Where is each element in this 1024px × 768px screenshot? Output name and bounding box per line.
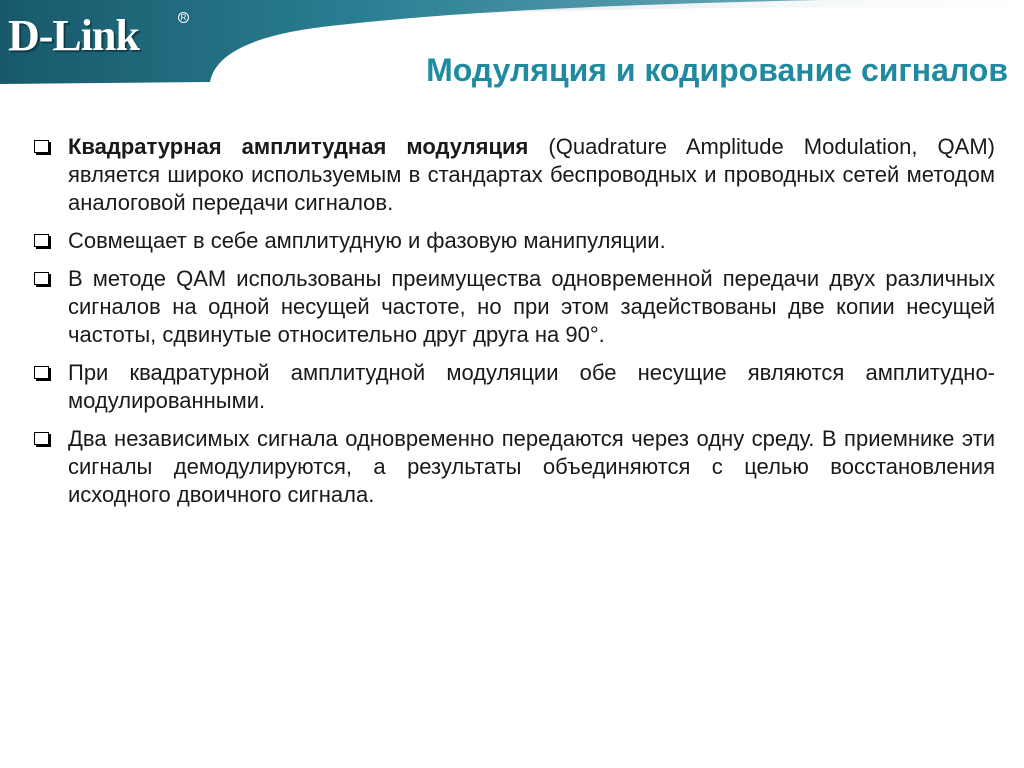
slide-title: Модуляция и кодирование сигналов <box>426 52 1008 88</box>
bullet-text: Совмещает в себе амплитудную и фазовую манипуляции. <box>68 228 666 253</box>
bullet-bold-term: Квадратурная амплитудная модуляция <box>68 134 529 159</box>
bullet-text <box>68 133 995 217</box>
bullet-text: Два независимых сигнала одновременно передаются через одну среду. В приемнике эти сигналы демодулируются, а результаты объединяются с целью восстановления исходного двоичного сигнала. <box>68 426 995 507</box>
bullet-text: В методе QAM использованы преимущества одновременной передачи двух различных сигналов на одной несущей частоте, но при этом задействованы две копии несущей частоты, сдвинутые относительно друг друга на 90°. <box>68 266 995 347</box>
list-item <box>34 425 995 509</box>
list-item <box>34 265 995 349</box>
checkbox-bullet-icon <box>34 272 49 285</box>
bullet-body: (Quadrature Amplitude Modulation, QAM) является широко используемым в стандартах беспроводных и проводных сетей методом аналоговой передачи сигналов. <box>68 134 995 215</box>
bullet-text: При квадратурной амплитудной модуляции обе несущие являются амплитудно-модулированными. <box>68 360 995 413</box>
d-link-logo: D-Link <box>8 11 139 60</box>
registered-mark-icon: R <box>178 12 189 23</box>
checkbox-bullet-icon <box>34 234 49 247</box>
list-item <box>34 359 995 415</box>
checkbox-bullet-icon <box>34 366 49 379</box>
bullet-list <box>34 133 995 519</box>
checkbox-bullet-icon <box>34 140 49 153</box>
list-item <box>34 133 995 217</box>
list-item <box>34 227 995 255</box>
checkbox-bullet-icon <box>34 432 49 445</box>
